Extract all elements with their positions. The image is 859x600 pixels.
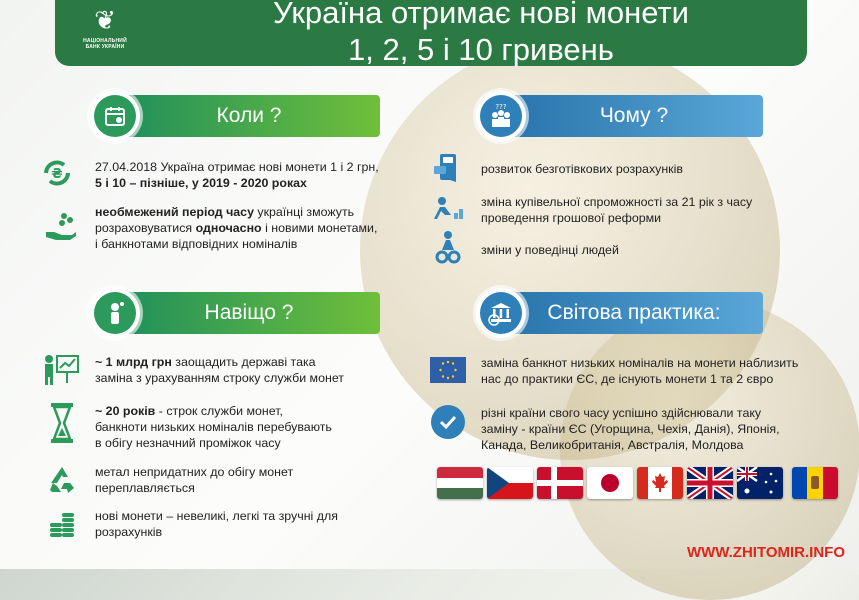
site-watermark: WWW.ZHITOMIR.INFO [686,544,845,561]
what-for-item-2: ~ 20 років - строк служби монет, банкноти низьких номіналів перебувають в обігу незначний проміжок часу [95,404,332,450]
moldova-flag [792,467,838,499]
payment-terminal-icon [432,152,462,184]
coin-stack-icon [46,505,78,537]
globe-bank-icon [476,288,526,338]
uk-flag [687,467,733,499]
section-why-title: Чому ? [599,104,669,127]
hungary-flag [437,467,483,499]
denmark-flag [537,467,583,499]
japan-flag [587,467,633,499]
section-what-for-banner [118,292,380,334]
hand-coins-icon [44,210,78,242]
person-idea-icon [90,288,140,338]
header-banner [55,0,807,66]
nbu-logo [77,4,133,62]
czech-flag [487,467,533,499]
section-world-banner [505,292,763,334]
section-when-title: Коли ? [216,104,282,127]
svg-text:₴: ₴ [51,167,63,182]
canada-flag [637,467,683,499]
when-item-2: необмежений період часу українці зможуть розраховуватися одночасно і новими монетами, і банкнотами відповідних номіналів [95,205,378,251]
world-item-2: різні країни свого часу успішно здійснювали таку заміну - країни ЄС (Угорщина, Чехія, Данія), Японія, Канада, Великобританія, Австралія, Молдова [481,406,780,452]
why-item-1: розвиток безготівкових розрахунків [481,162,683,176]
title-line-1: Україна отримає нові монети [273,0,689,30]
hourglass-icon [50,402,74,444]
title-line-2: 1, 2, 5 і 10 гривень [348,32,614,67]
presentation-chart-icon [42,353,80,385]
svg-text:???: ??? [495,103,507,111]
what-for-item-3: метал непридатних до обігу монет переплавляється [95,465,294,495]
why-item-3: зміни у поведінці людей [481,243,619,257]
person-gears-icon [434,230,462,264]
nbu-emblem-icon: ❦ [94,6,116,36]
australia-flag [737,467,783,499]
eu-flag-icon [430,357,466,383]
why-item-2: зміна купівельної спроможності за 21 рік з часу проведення грошової реформи [481,195,753,225]
world-item-1: заміна банкнот низьких номіналів на монети наблизить нас до практики ЄС, де існують монети 1 та 2 євро [481,356,799,386]
section-what-for-title: Навіщо ? [204,301,294,324]
section-why-banner [505,95,763,137]
people-question-icon [476,91,526,141]
what-for-item-1: ~ 1 млрд грн заощадить державі така заміна з урахуванням строку служби монет [95,355,344,385]
calendar-icon [90,91,140,141]
what-for-item-4: нові монети – невеликі, легкі та зручні для розрахунків [95,509,338,539]
person-coins-icon [430,195,466,223]
recycle-icon [46,464,78,496]
section-when-banner [118,95,380,137]
section-world-title: Світова практика: [547,301,721,324]
hryvnia-exchange-icon [40,158,74,188]
nbu-logo-text: НАЦІОНАЛЬНИЙ БАНК УКРАЇНИ [83,38,127,50]
check-circle-icon [431,405,465,439]
when-item-1: 27.04.2018 Україна отримає нові монети 1 і 2 грн, 5 і 10 – пізніше, у 2019 - 2020 роках [95,160,379,190]
page-title [175,0,787,68]
